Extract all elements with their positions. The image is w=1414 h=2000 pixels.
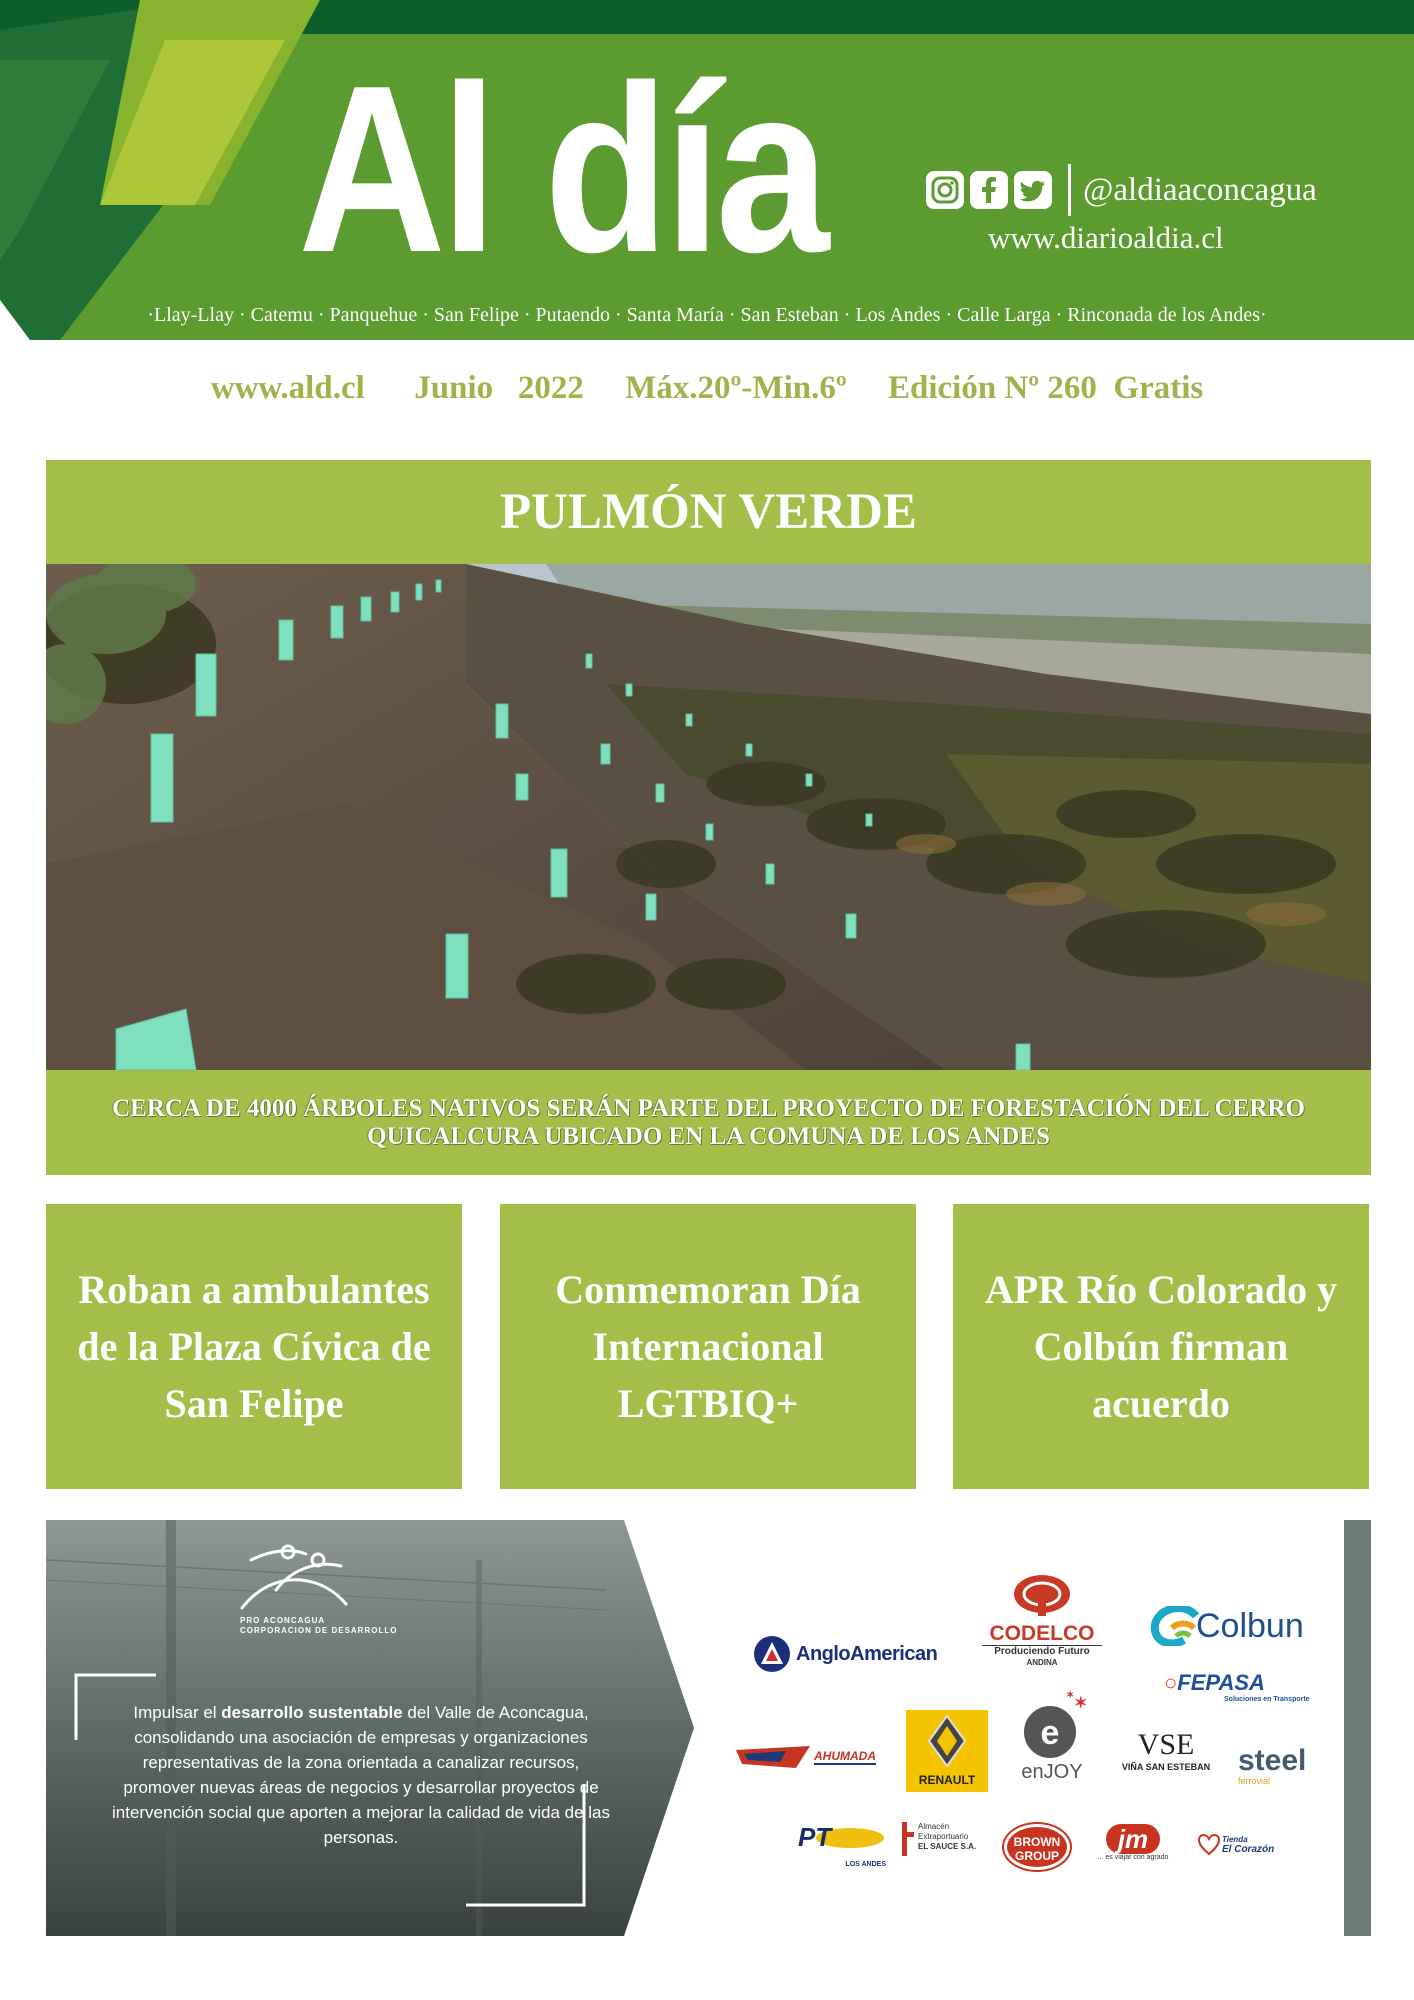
sponsor-steel[interactable]: steel ferrovial xyxy=(1238,1744,1307,1786)
mission-text-part-1: Impulsar el xyxy=(133,1703,222,1722)
org-line-1: PRO ACONCAGUA xyxy=(240,1616,326,1625)
heart-logo-icon xyxy=(1198,1834,1220,1856)
svg-text:e: e xyxy=(1040,1714,1060,1752)
renault-logo-icon xyxy=(927,1714,967,1768)
pro-aconcagua-ad[interactable] xyxy=(46,1520,1371,1936)
twitter-icon[interactable] xyxy=(1014,171,1052,209)
svg-text:✶: ✶ xyxy=(1066,1690,1075,1701)
masthead xyxy=(0,0,1414,340)
mission-text-bold: desarrollo sustentable xyxy=(221,1703,403,1722)
newspaper-logo: Al día xyxy=(298,37,825,302)
sponsor-pt-los-andes[interactable]: PT LOS ANDES xyxy=(794,1820,886,1868)
edition-info-bar xyxy=(0,370,1414,407)
sponsor-fepasa[interactable]: ○FEPASA Soluciones en Transporte xyxy=(1164,1670,1310,1703)
info-edition: Edición Nº 260 Gratis xyxy=(887,370,1204,406)
feature-title[interactable]: PULMÓN VERDE xyxy=(46,460,1371,564)
enjoy-logo-icon xyxy=(1016,1690,1088,1760)
sponsor-jm[interactable]: jm ... es viajar con agrado xyxy=(1097,1824,1169,1861)
colbun-logo-icon xyxy=(1150,1606,1202,1646)
sponsor-el-corazon[interactable]: Tienda El Corazón xyxy=(1198,1834,1274,1856)
org-line-2: CORPORACION DE DESARROLLO xyxy=(240,1626,398,1635)
svg-text:✶: ✶ xyxy=(1074,1695,1088,1712)
hillside-reforestation-image xyxy=(46,564,1371,1070)
pro-aconcagua-logo-text xyxy=(240,1616,397,1636)
pt-logo-icon xyxy=(794,1820,886,1856)
headline-box-1[interactable]: Roban a ambulantes de la Plaza Cívica de San Felipe xyxy=(46,1204,462,1489)
sponsor-renault[interactable]: RENAULT xyxy=(906,1710,988,1792)
instagram-icon[interactable] xyxy=(926,171,964,209)
social-separator xyxy=(1068,164,1071,216)
sponsor-angloamerican[interactable]: AngloAmerican xyxy=(752,1634,937,1674)
towns-list: ·Llay-Llay · Catemu · Panquehue · San Felipe · Putaendo · Santa María · San Esteban · Los Andes · Calle Larga · Rinconada de los Andes· xyxy=(147,304,1267,326)
ahumada-logo-icon xyxy=(736,1742,810,1772)
info-weather: Máx.20º-Min.6º xyxy=(625,370,847,406)
headline-box-3[interactable]: APR Río Colorado y Colbún firman acuerdo xyxy=(953,1204,1369,1489)
website-link[interactable]: www.diarioaldia.cl xyxy=(988,220,1224,255)
social-links xyxy=(926,164,1317,216)
sponsor-vina-san-esteban[interactable]: VSE VIÑA SAN ESTEBAN xyxy=(1121,1728,1211,1772)
sponsor-brown-group[interactable]: BROWN GROUP xyxy=(1004,1824,1070,1870)
headline-box-2[interactable]: Conmemoran Día Internacional LGTBIQ+ xyxy=(500,1204,916,1489)
feature-caption: CERCA DE 4000 ÁRBOLES NATIVOS SERÁN PARTE DEL PROYECTO DE FORESTACIÓN DEL CERRO QUICALCURA UBICADO EN LA COMUNA DE LOS ANDES xyxy=(46,1070,1371,1175)
ad-mission-text xyxy=(106,1700,616,1850)
codelco-logo-icon xyxy=(1010,1574,1074,1618)
social-handle[interactable]: @aldiaaconcagua xyxy=(1083,171,1317,208)
sponsor-ahumada[interactable]: AHUMADA xyxy=(736,1742,876,1772)
facebook-icon[interactable] xyxy=(970,171,1008,209)
svg-text:PT: PT xyxy=(798,1822,832,1852)
angloamerican-logo-icon xyxy=(752,1634,792,1674)
mission-text-part-2: del Valle de Aconcagua, consolidando una asociación de empresas y organizaciones representativas de la zona orientada a canalizar recursos, promover nuevas áreas de negocios y desarrollar proyectos de intervención social que aporten a mejorar la calidad de vida de las personas. xyxy=(111,1703,611,1847)
sponsor-colbun[interactable]: Colbun xyxy=(1150,1606,1304,1646)
info-site[interactable]: www.ald.cl xyxy=(210,370,365,406)
sponsor-el-sauce[interactable]: Almacén Extraportuario EL SAUCE S.A. xyxy=(902,1822,976,1856)
feature-photo[interactable] xyxy=(46,564,1371,1070)
sponsor-codelco[interactable]: CODELCO Produciendo Futuro ANDINA xyxy=(982,1574,1102,1668)
info-date: Junio 2022 xyxy=(414,370,584,406)
sponsor-enjoy[interactable]: e ✶ ✶ enJOY xyxy=(1016,1690,1088,1784)
el-sauce-logo-icon xyxy=(902,1822,914,1856)
